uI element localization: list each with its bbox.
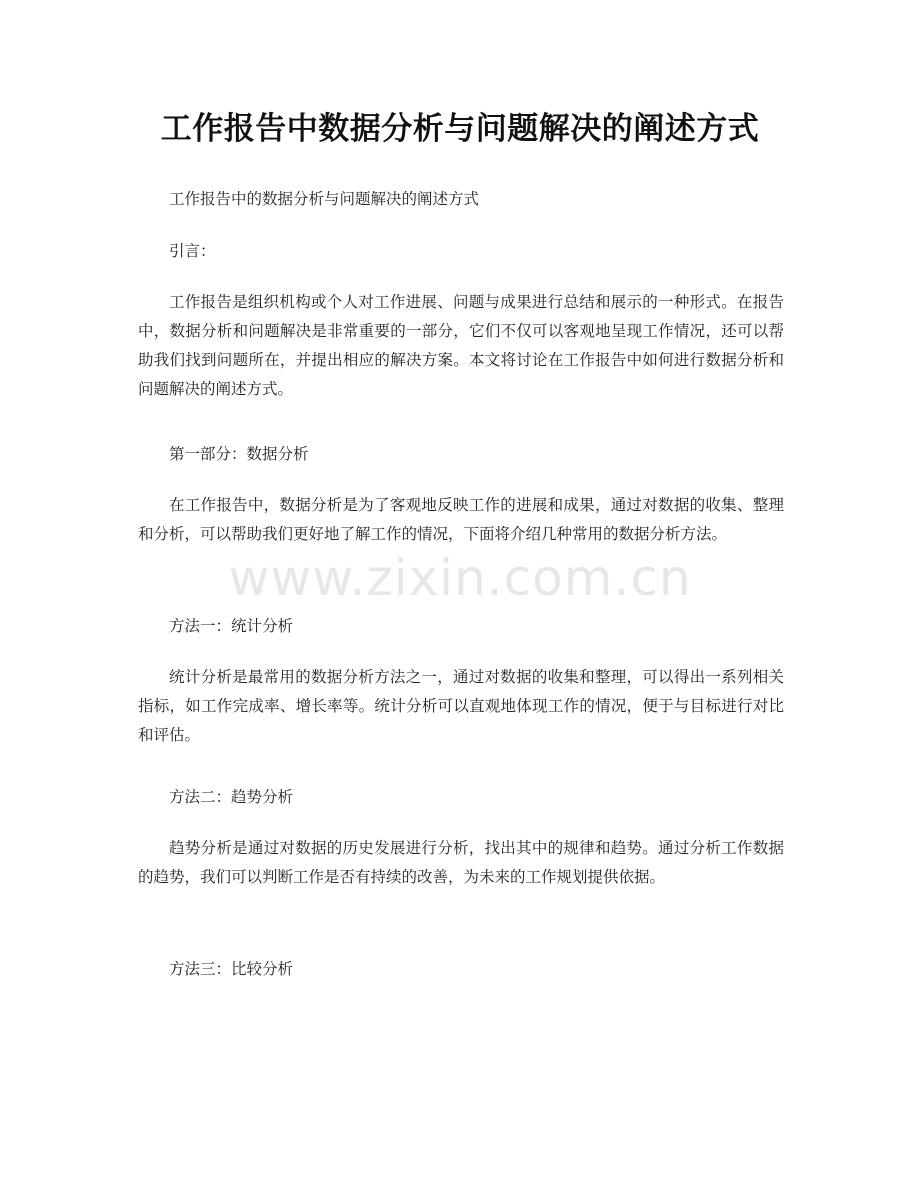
part1-heading: 第一部分：数据分析	[169, 445, 309, 463]
method2-paragraph: 趋势分析是通过对数据的历史发展进行分析，找出其中的规律和趋势。通过分析工作数据的趋势，我们可以判断工作是否有持续的改善，为未来的工作规划提供依据。	[138, 839, 784, 886]
method1-heading: 方法一：统计分析	[169, 617, 294, 635]
method2-heading: 方法二：趋势分析	[169, 788, 294, 806]
document-title: 工作报告中数据分析与问题解决的阐述方式	[160, 111, 760, 147]
intro-heading: 引言：	[169, 242, 216, 260]
method1-paragraph: 统计分析是最常用的数据分析方法之一，通过对数据的收集和整理，可以得出一系列相关指标，如工作完成率、增长率等。统计分析可以直观地体现工作的情况，便于与目标进行对比和评估。	[138, 668, 784, 744]
method3-heading: 方法三：比较分析	[169, 960, 294, 978]
part1-paragraph: 在工作报告中，数据分析是为了客观地反映工作的进展和成果，通过对数据的收集、整理和分析，可以帮助我们更好地了解工作的情况，下面将介绍几种常用的数据分析方法。	[138, 496, 784, 543]
document-subtitle: 工作报告中的数据分析与问题解决的阐述方式	[169, 190, 480, 208]
watermark: www.zixin.com.cn	[228, 549, 692, 607]
intro-paragraph: 工作报告是组织机构或个人对工作进展、问题与成果进行总结和展示的一种形式。在报告中，数据分析和问题解决是非常重要的一部分，它们不仅可以客观地呈现工作情况，还可以帮助我们找到问题所在，并提出相应的解决方案。本文将讨论在工作报告中如何进行数据分析和问题解决的阐述方式。	[138, 293, 784, 398]
